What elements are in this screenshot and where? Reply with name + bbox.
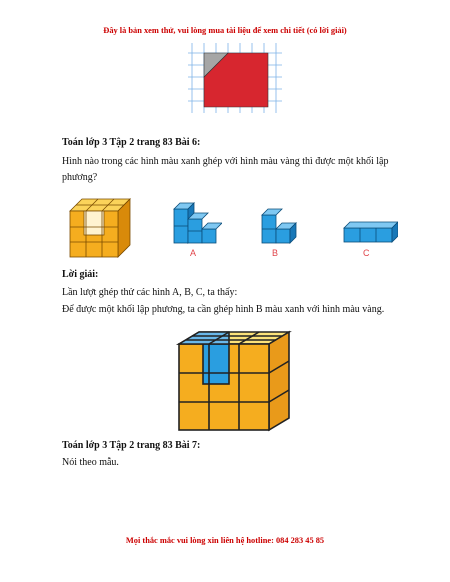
exercise-6-heading: Toán lớp 3 Tập 2 trang 83 Bài 6: bbox=[62, 137, 201, 148]
option-b-shape bbox=[258, 205, 300, 245]
yellow-shape bbox=[66, 195, 136, 260]
exercise-6-question: Hình nào trong các hình màu xanh ghép với hình màu vàng thì được một khối lập phương? bbox=[62, 156, 389, 183]
solution-heading: Lời giải: bbox=[62, 269, 99, 280]
grid-shape-figure bbox=[188, 43, 282, 113]
assembled-cube bbox=[175, 330, 293, 432]
option-a-shape bbox=[170, 195, 222, 245]
exercise-7-instruction: Nói theo mẫu. bbox=[62, 457, 119, 468]
exercise-7-heading: Toán lớp 3 Tập 2 trang 83 Bài 7: bbox=[62, 440, 201, 451]
option-b-label: B bbox=[272, 248, 279, 258]
option-c-label: C bbox=[363, 248, 370, 258]
option-a-label: A bbox=[190, 248, 197, 258]
solution-line-1: Lần lượt ghép thử các hình A, B, C, ta thấy: bbox=[62, 287, 238, 298]
hotline-notice: Mọi thắc mắc vui lòng xin liên hệ hotline: 084 283 45 85 bbox=[125, 536, 325, 545]
option-c-shape bbox=[340, 218, 398, 246]
solution-line-2: Để được một khối lập phương, ta cần ghép hình B màu xanh với hình màu vàng. bbox=[62, 304, 385, 315]
preview-notice: Đây là bản xem thử, vui lòng mua tài liệu để xem chi tiết (có lời giải) bbox=[103, 26, 347, 35]
